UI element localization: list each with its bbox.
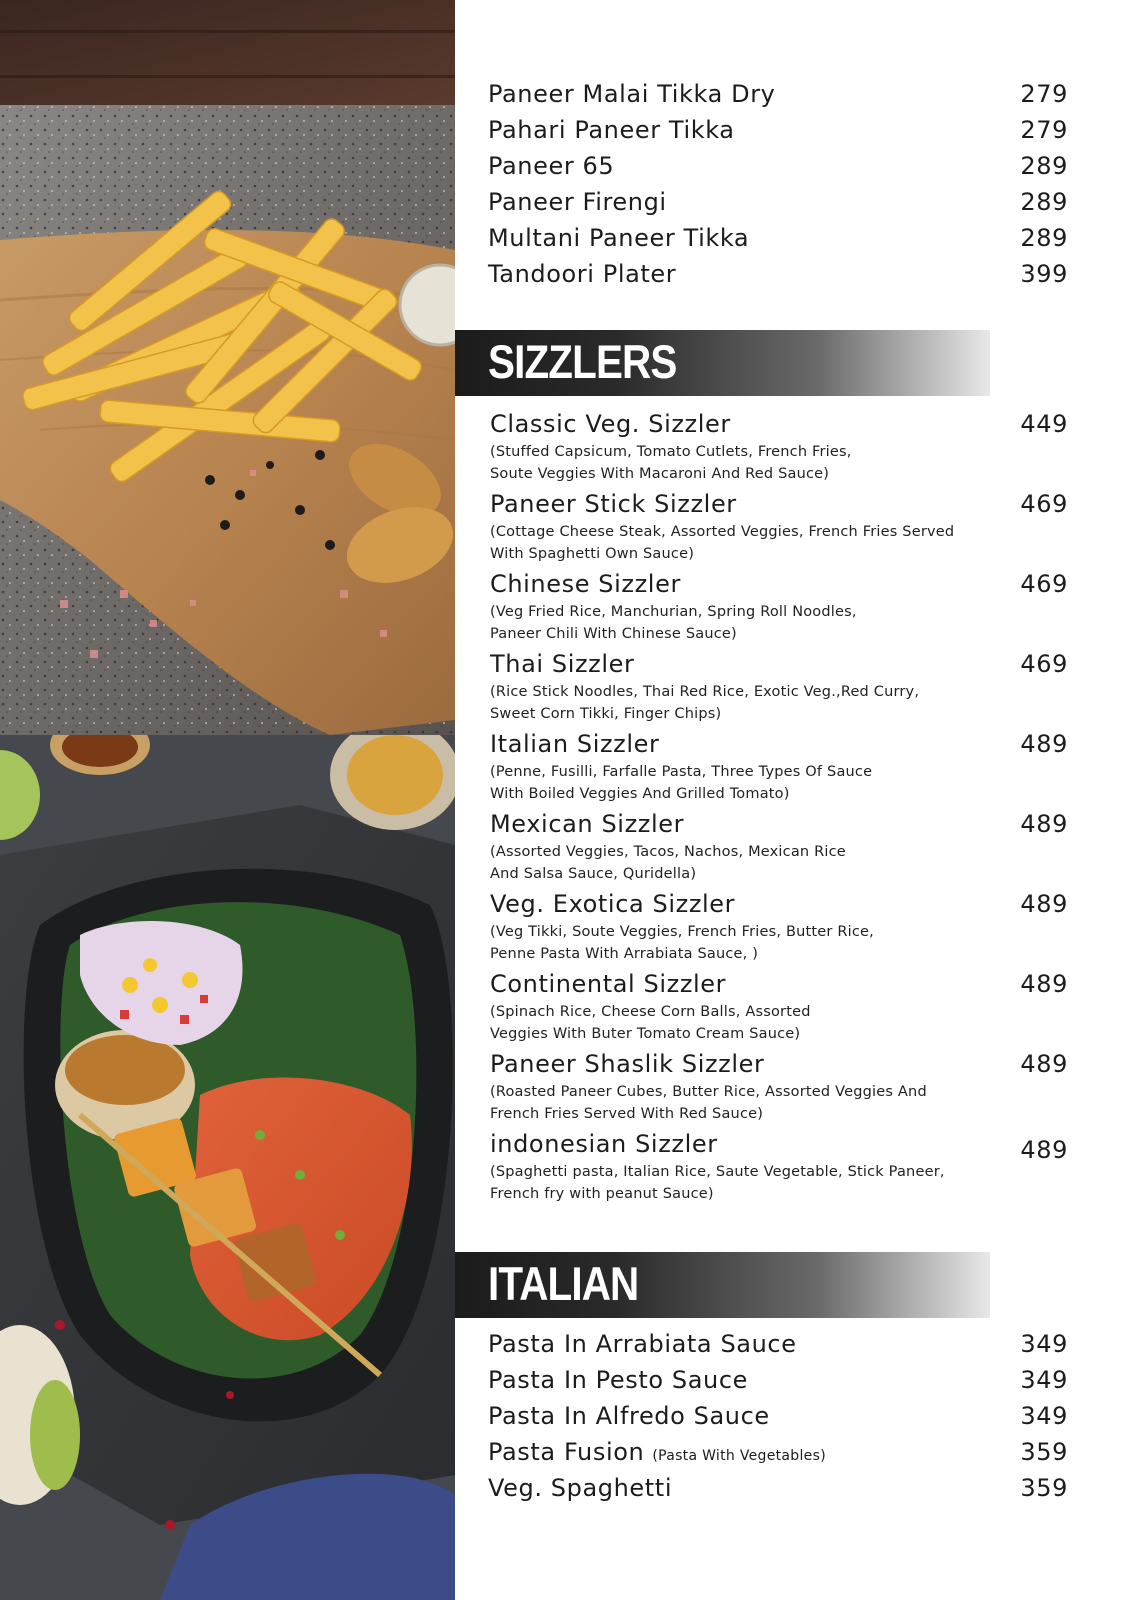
item-price: 449 [1020, 410, 1068, 438]
item-price: 489 [1020, 970, 1068, 998]
description-line: (Rice Stick Noodles, Thai Red Rice, Exotic Veg.,Red Curry, [490, 684, 920, 700]
sizzler-item [490, 970, 1068, 1045]
item-name-text: Pasta Fusion [488, 1438, 645, 1466]
description-line: (Veg Tikki, Soute Veggies, French Fries, Butter Rice, [490, 924, 874, 940]
item-price: 469 [1020, 490, 1068, 518]
menu-item [488, 260, 1068, 288]
sizzler-item [490, 890, 1068, 965]
item-price: 349 [1020, 1402, 1068, 1430]
menu-item [488, 1474, 1068, 1502]
item-price: 489 [1020, 1136, 1068, 1164]
french-fries-photo [0, 0, 455, 735]
sizzler-item [490, 730, 1068, 805]
sizzler-item [490, 810, 1068, 885]
sizzler-item [490, 490, 1068, 565]
item-price: 359 [1020, 1438, 1068, 1466]
item-name [488, 1438, 826, 1466]
item-price: 289 [1020, 152, 1068, 180]
menu-item [488, 152, 1068, 180]
menu-item [488, 1402, 1068, 1430]
item-name-text: Pasta In Pesto Sauce [488, 1366, 748, 1394]
sizzler-item [490, 410, 1068, 485]
description-line: (Spaghetti pasta, Italian Rice, Saute Vegetable, Stick Paneer, [490, 1164, 945, 1180]
description-line: (Stuffed Capsicum, Tomato Cutlets, French Fries, [490, 444, 852, 460]
italian-section-header [455, 1252, 990, 1318]
item-name: Continental Sizzler [490, 970, 727, 998]
item-name: Pahari Paneer Tikka [488, 116, 735, 144]
food-photo-column [0, 0, 455, 1600]
sizzlers-section-header [455, 330, 990, 396]
item-price: 289 [1020, 188, 1068, 216]
item-name: Tandoori Plater [488, 260, 677, 288]
menu-item [488, 80, 1068, 108]
item-price: 489 [1020, 810, 1068, 838]
menu-item [488, 188, 1068, 216]
item-name [488, 1366, 748, 1394]
item-name: Paneer 65 [488, 152, 615, 180]
description-line: (Penne, Fusilli, Farfalle Pasta, Three Types Of Sauce [490, 764, 873, 780]
item-name: Paneer Firengi [488, 188, 667, 216]
description-line: Penne Pasta With Arrabiata Sauce, ) [490, 946, 759, 962]
menu-item [488, 116, 1068, 144]
item-price: 279 [1020, 116, 1068, 144]
section-title: ITALIAN [488, 1257, 639, 1310]
item-price: 349 [1020, 1366, 1068, 1394]
item-description [490, 601, 1010, 645]
item-description [490, 441, 1010, 485]
description-line: Paneer Chili With Chinese Sauce) [490, 626, 737, 642]
item-description [490, 841, 1010, 885]
item-name: Paneer Stick Sizzler [490, 490, 737, 518]
item-name: Italian Sizzler [490, 730, 660, 758]
description-line: (Spinach Rice, Cheese Corn Balls, Assorted [490, 1004, 811, 1020]
item-name: Paneer Malai Tikka Dry [488, 80, 776, 108]
item-description [490, 1001, 1010, 1045]
item-name-text: Pasta In Arrabiata Sauce [488, 1330, 797, 1358]
description-line: French fry with peanut Sauce) [490, 1186, 714, 1202]
item-name: Thai Sizzler [490, 650, 635, 678]
item-price: 489 [1020, 730, 1068, 758]
description-line: (Roasted Paneer Cubes, Butter Rice, Assorted Veggies And [490, 1084, 927, 1100]
description-line: With Boiled Veggies And Grilled Tomato) [490, 786, 790, 802]
item-name: Chinese Sizzler [490, 570, 681, 598]
description-line: Veggies With Buter Tomato Cream Sauce) [490, 1026, 801, 1042]
item-price: 489 [1020, 890, 1068, 918]
sizzler-platter-photo [0, 735, 455, 1600]
description-line: French Fries Served With Red Sauce) [490, 1106, 764, 1122]
item-price: 279 [1020, 80, 1068, 108]
item-name: Mexican Sizzler [490, 810, 685, 838]
item-name: Classic Veg. Sizzler [490, 410, 731, 438]
description-line: Sweet Corn Tikki, Finger Chips) [490, 706, 722, 722]
item-description [490, 521, 1010, 565]
item-description [490, 681, 1010, 725]
item-price: 399 [1020, 260, 1068, 288]
item-description [490, 761, 1010, 805]
item-price: 349 [1020, 1330, 1068, 1358]
item-name [488, 1330, 797, 1358]
item-price: 289 [1020, 224, 1068, 252]
description-line: (Veg Fried Rice, Manchurian, Spring Roll Noodles, [490, 604, 857, 620]
sizzler-item [490, 1050, 1068, 1125]
menu-item [488, 1366, 1068, 1394]
item-name: indonesian Sizzler [490, 1130, 718, 1158]
menu-item [488, 1438, 1068, 1466]
sizzler-item [490, 650, 1068, 725]
item-description [490, 1161, 1010, 1205]
item-price: 469 [1020, 570, 1068, 598]
menu-item [488, 224, 1068, 252]
item-price: 469 [1020, 650, 1068, 678]
item-price: 359 [1020, 1474, 1068, 1502]
item-name-text: Pasta In Alfredo Sauce [488, 1402, 770, 1430]
item-name [488, 1402, 770, 1430]
description-line: And Salsa Sauce, Quridella) [490, 866, 697, 882]
item-name [488, 1474, 672, 1502]
item-name: Multani Paneer Tikka [488, 224, 750, 252]
item-price: 489 [1020, 1050, 1068, 1078]
description-line: With Spaghetti Own Sauce) [490, 546, 695, 562]
description-line: Soute Veggies With Macaroni And Red Sauce) [490, 466, 830, 482]
item-note: (Pasta With Vegetables) [652, 1448, 826, 1464]
sizzler-item [490, 1130, 1068, 1205]
item-description [490, 1081, 1010, 1125]
menu-item [488, 1330, 1068, 1358]
sizzler-item [490, 570, 1068, 645]
description-line: (Assorted Veggies, Tacos, Nachos, Mexican Rice [490, 844, 846, 860]
section-title: SIZZLERS [488, 335, 677, 388]
description-line: (Cottage Cheese Steak, Assorted Veggies, French Fries Served [490, 524, 955, 540]
item-name-text: Veg. Spaghetti [488, 1474, 673, 1502]
item-name: Veg. Exotica Sizzler [490, 890, 736, 918]
menu-column [455, 0, 1131, 1600]
item-description [490, 921, 1010, 965]
item-name: Paneer Shaslik Sizzler [490, 1050, 765, 1078]
